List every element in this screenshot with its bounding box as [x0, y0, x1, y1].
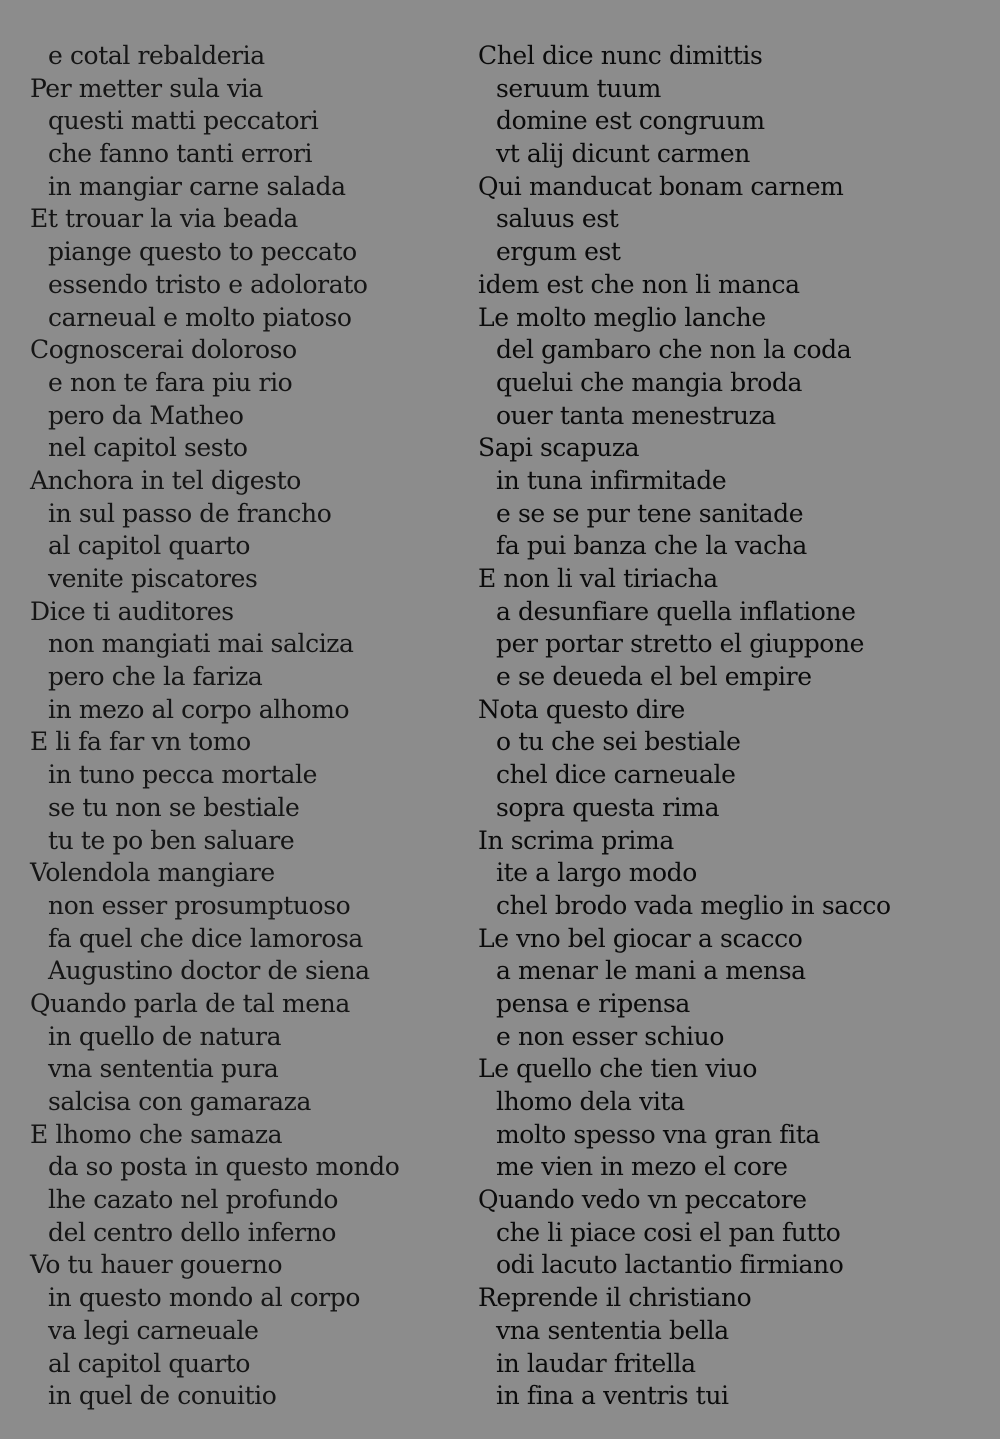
verse-line: a menar le mani a mensa: [496, 956, 806, 986]
verse-line: pero che la fariza: [48, 662, 263, 692]
left-column: [30, 40, 440, 1413]
verse-line: ouer tanta menestruza: [496, 400, 776, 430]
verse-line: vt alij dicunt carmen: [496, 139, 750, 169]
verse-line: Per metter sula via: [30, 73, 263, 103]
verse-line: e se deueda el bel empire: [496, 662, 812, 692]
verse-line: lhe cazato nel profundo: [48, 1185, 339, 1215]
verse-line: in quello de natura: [48, 1021, 282, 1051]
verse-line: saluus est: [496, 204, 619, 234]
verse-line: in laudar fritella: [496, 1348, 696, 1378]
verse-line: in sul passo de francho: [48, 498, 332, 528]
verse-line: se tu non se bestiale: [48, 792, 300, 822]
verse-line: che fanno tanti errori: [48, 139, 313, 169]
verse-line: Reprende il christiano: [478, 1283, 752, 1313]
right-column: [478, 40, 978, 1413]
verse-line: E non li val tiriacha: [478, 564, 718, 593]
verse-line: piange questo to peccato: [48, 237, 357, 267]
verse-line: Anchora in tel digesto: [30, 465, 301, 495]
verse-line: Cognoscerai doloroso: [30, 335, 297, 365]
verse-line: in questo mondo al corpo: [48, 1283, 360, 1313]
verse-line: e non esser schiuo: [496, 1021, 724, 1051]
verse-line: e non te fara piu rio: [48, 367, 293, 397]
verse-line: Quando parla de tal mena: [30, 988, 350, 1018]
verse-line: Le vno bel giocar a scacco: [478, 923, 803, 953]
verse-line: Et trouar la via beada: [30, 204, 298, 234]
verse-line: sopra questa rima: [496, 792, 720, 822]
verse-line: pensa e ripensa: [496, 988, 690, 1018]
verse-line: Qui manducat bonam carnem: [478, 171, 844, 201]
verse-line: Volendola mangiare: [30, 858, 275, 888]
verse-line: in mezo al corpo alhomo: [48, 694, 350, 724]
verse-line: e se se pur tene sanitade: [496, 498, 804, 528]
verse-line: chel dice carneuale: [496, 760, 736, 790]
verse-line: essendo tristo e adolorato: [48, 269, 368, 299]
verse-line: per portar stretto el giuppone: [496, 629, 865, 659]
verse-line: che li piace cosi el pan futto: [496, 1217, 841, 1247]
verse-line: In scrima prima: [478, 825, 674, 855]
verse-line: da so posta in questo mondo: [48, 1152, 400, 1182]
verse-line: idem est che non li manca: [478, 269, 800, 299]
verse-line: non mangiati mai salciza: [48, 629, 354, 659]
verse-line: chel brodo vada meglio in sacco: [496, 890, 891, 920]
verse-line: carneual e molto piatoso: [48, 302, 352, 332]
verse-line: Nota questo dire: [478, 694, 685, 724]
verse-line: E li fa far vn tomo: [30, 727, 251, 757]
verse-line: in mangiar carne salada: [48, 171, 346, 201]
verse-line: Dice ti auditores: [30, 596, 234, 626]
verse-line: tu te po ben saluare: [48, 825, 295, 855]
verse-line: Augustino doctor de siena: [48, 956, 370, 986]
verse-line: lhomo dela vita: [496, 1087, 685, 1116]
verse-line: in tuno pecca mortale: [48, 760, 317, 790]
verse-line: nel capitol sesto: [48, 433, 248, 463]
verse-line: pero da Matheo: [48, 400, 244, 430]
verse-line: e cotal rebalderia: [48, 41, 265, 70]
verse-line: me vien in mezo el core: [496, 1152, 788, 1182]
verse-line: Le quello che tien viuo: [478, 1054, 758, 1084]
verse-line: del gambaro che non la coda: [496, 335, 852, 365]
verse-line: salcisa con gamaraza: [48, 1087, 311, 1116]
verse-line: a desunfiare quella inflatione: [496, 596, 856, 626]
verse-line: seruum tuum: [496, 73, 661, 103]
verse-line: al capitol quarto: [48, 531, 251, 561]
verse-line: molto spesso vna gran fita: [496, 1119, 820, 1149]
verse-line: Sapi scapuza: [478, 433, 640, 463]
verse-line: vna sententia pura: [48, 1054, 279, 1084]
verse-line: Le molto meglio lanche: [478, 302, 766, 332]
verse-line: o tu che sei bestiale: [496, 727, 741, 757]
verse-line: fa pui banza che la vacha: [496, 531, 807, 561]
verse-line: Quando vedo vn peccatore: [478, 1185, 807, 1215]
verse-line: Vo tu hauer gouerno: [30, 1250, 283, 1280]
verse-line: vna sententia bella: [496, 1315, 729, 1345]
verse-line: in quel de conuitio: [48, 1381, 277, 1411]
verse-line: va legi carneuale: [48, 1315, 259, 1345]
verse-line: quelui che mangia broda: [496, 367, 803, 397]
verse-line: E lhomo che samaza: [30, 1119, 283, 1149]
verse-line: domine est congruum: [496, 106, 765, 136]
verse-line: al capitol quarto: [48, 1348, 251, 1378]
verse-line: ite a largo modo: [496, 858, 697, 888]
verse-line: del centro dello inferno: [48, 1217, 337, 1247]
verse-line: in tuna infirmitade: [496, 465, 727, 495]
verse-line: odi lacuto lactantio firmiano: [496, 1250, 844, 1280]
verse-line: questi matti peccatori: [48, 106, 319, 136]
verse-line: non esser prosumptuoso: [48, 890, 351, 920]
verse-line: in fina a ventris tui: [496, 1381, 729, 1411]
verse-line: Chel dice nunc dimittis: [478, 41, 763, 70]
verse-line: venite piscatores: [48, 564, 258, 593]
verse-line: fa quel che dice lamorosa: [48, 923, 363, 953]
verse-line: ergum est: [496, 237, 621, 267]
